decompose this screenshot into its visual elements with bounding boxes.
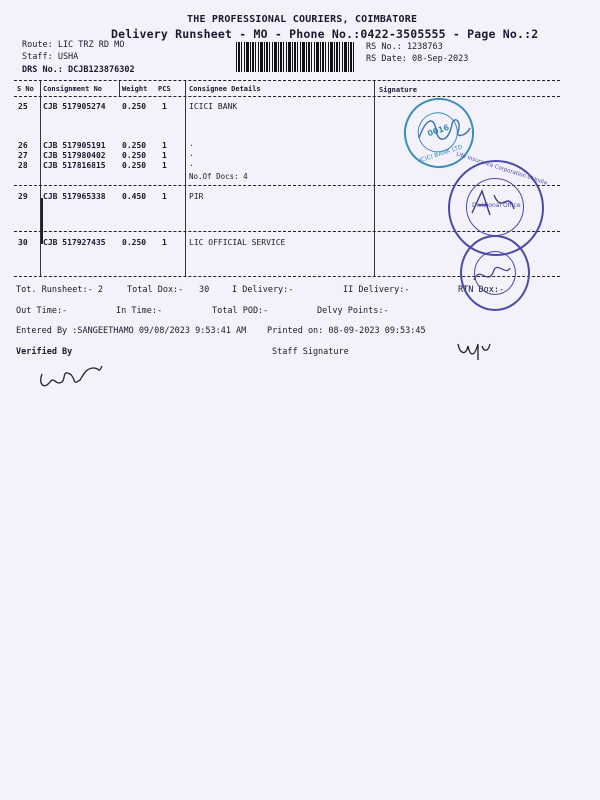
verifier-signature bbox=[36, 360, 108, 394]
col-header-weight: Weight bbox=[122, 85, 148, 93]
route-label: Route: LIC TRZ RD MO bbox=[22, 40, 125, 50]
row-consignment: CJB 517927435 bbox=[43, 238, 106, 247]
row-weight: 0.250 bbox=[122, 102, 147, 111]
col-rule bbox=[40, 81, 41, 276]
row-pcs: 1 bbox=[162, 151, 167, 160]
row-weight: 0.450 bbox=[122, 192, 147, 201]
row-details: PIR bbox=[189, 192, 204, 201]
bank-stamp-text: ICICI BANK LTD bbox=[418, 143, 464, 165]
rs-number: RS No.: 1238763 bbox=[366, 42, 443, 52]
row-consignment: CJB 517816815 bbox=[43, 161, 106, 170]
runsheet-title: Delivery Runsheet - MO - Phone No.:0422-3505555 - Page No.:2 bbox=[111, 27, 539, 41]
row-weight: 0.250 bbox=[122, 161, 147, 170]
row-sno: 30 bbox=[18, 238, 28, 247]
row-sno: 28 bbox=[18, 161, 28, 170]
rtn-dox: RTN Dox:- bbox=[458, 285, 505, 295]
row-weight: 0.250 bbox=[122, 238, 147, 247]
total-dox-label: Total Dox:- bbox=[127, 285, 184, 295]
total-runsheet: Tot. Runsheet:- 2 bbox=[16, 285, 103, 295]
table-top-rule bbox=[14, 80, 560, 81]
table-header-rule bbox=[14, 96, 560, 97]
printed-on: Printed on: 08-09-2023 09:53:45 bbox=[267, 326, 426, 336]
row-weight: 0.250 bbox=[122, 151, 147, 160]
col-rule bbox=[374, 81, 375, 276]
in-time: In Time:- bbox=[116, 306, 163, 316]
col-header-signature: Signature bbox=[379, 86, 417, 94]
row-consignment: CJB 517980402 bbox=[43, 151, 106, 160]
staff-label: Staff: USHA bbox=[22, 52, 79, 62]
staff-signature-label: Staff Signature bbox=[272, 347, 349, 357]
col-header-details: Consignee Details bbox=[189, 85, 261, 93]
second-delivery: II Delivery:- bbox=[343, 285, 410, 295]
row-sno: 29 bbox=[18, 192, 28, 201]
barcode bbox=[236, 42, 356, 72]
stamp-signature bbox=[414, 108, 474, 148]
row-details: . bbox=[189, 139, 194, 148]
col-rule bbox=[119, 81, 120, 96]
company-name: THE PROFESSIONAL COURIERS, COIMBATORE bbox=[187, 14, 418, 25]
row-details: LIC OFFICIAL SERVICE bbox=[189, 238, 286, 247]
total-pod: Total POD:- bbox=[212, 306, 269, 316]
row-sno: 26 bbox=[18, 141, 28, 150]
drs-number: DRS No.: DCJB123876302 bbox=[22, 65, 135, 75]
row-pcs: 1 bbox=[162, 238, 167, 247]
total-dox-value: 30 bbox=[199, 285, 210, 295]
lic-lower-mark bbox=[470, 258, 514, 292]
col-rule bbox=[185, 81, 186, 276]
lic-signature bbox=[468, 185, 518, 225]
out-time: Out Time:- bbox=[16, 306, 68, 316]
row-details: . bbox=[189, 149, 194, 158]
bank-stamp-code: 0016 bbox=[426, 122, 451, 139]
entered-by: Entered By :SANGEETHAMO 09/08/2023 9:53:41 AM bbox=[16, 326, 247, 336]
row-details: . bbox=[189, 159, 194, 168]
vertical-pen-mark bbox=[38, 196, 46, 246]
rs-date: RS Date: 08-Sep-2023 bbox=[366, 54, 469, 64]
row-weight: 0.250 bbox=[122, 141, 147, 150]
lic-stamp-office: Divisional Office bbox=[472, 202, 521, 209]
row-consignment: CJB 517905191 bbox=[43, 141, 106, 150]
row-sno: 25 bbox=[18, 102, 28, 111]
delivery-points: Delvy Points:- bbox=[317, 306, 389, 316]
row-details: ICICI BANK bbox=[189, 102, 238, 111]
row-pcs: 1 bbox=[162, 102, 167, 111]
row-consignment: CJB 517905274 bbox=[43, 102, 106, 111]
row-consignment: CJB 517965338 bbox=[43, 192, 106, 201]
col-header-pcs: PCS bbox=[158, 85, 171, 93]
verified-by: Verified By bbox=[16, 347, 73, 357]
row-sno: 27 bbox=[18, 151, 28, 160]
row-pcs: 1 bbox=[162, 141, 167, 150]
docs-note: No.Of Docs: 4 bbox=[189, 172, 248, 181]
row-pcs: 1 bbox=[162, 192, 167, 201]
col-header-sno: S No bbox=[17, 85, 34, 93]
row-pcs: 1 bbox=[162, 161, 167, 170]
staff-signature bbox=[454, 338, 494, 364]
first-delivery: I Delivery:- bbox=[232, 285, 294, 295]
col-header-consignment: Consignment No bbox=[43, 85, 103, 93]
lic-stamp-text: Life Insurance Corporation of India bbox=[455, 151, 548, 187]
